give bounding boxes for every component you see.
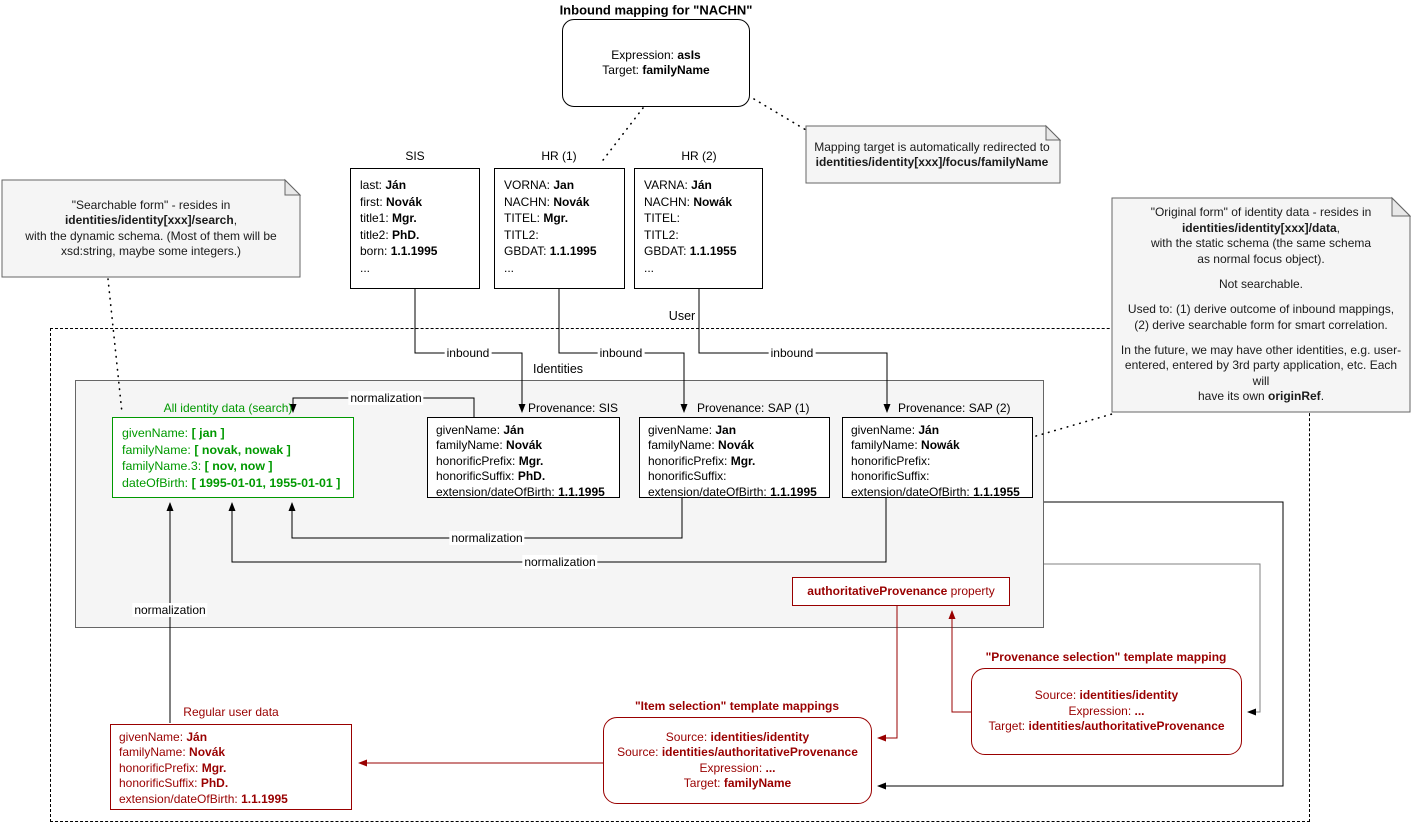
source-title-sis: SIS bbox=[405, 149, 425, 163]
authoritative-provenance-box: authoritativeProvenance property bbox=[792, 577, 1010, 606]
edge-label-normalization: normalization bbox=[134, 603, 206, 617]
regular-user-box bbox=[110, 724, 352, 810]
field-row: extension/dateOfBirth: 1.1.1995 bbox=[436, 484, 605, 499]
mapping-row: Target: familyName bbox=[683, 776, 792, 790]
field-row: born: 1.1.1995 bbox=[360, 244, 438, 258]
mapping-row: Expression: ... bbox=[1068, 703, 1145, 718]
edge-label-inbound: inbound bbox=[770, 346, 814, 360]
field-row: honorificSuffix: bbox=[851, 469, 930, 484]
mapping-row: Source: identities/identity bbox=[665, 729, 810, 744]
field-row: familyName: Nowák bbox=[851, 438, 960, 453]
mapping-expression-row: Expression: asIs bbox=[611, 47, 701, 62]
field-row: ... bbox=[504, 260, 515, 275]
edge-label-normalization: normalization bbox=[350, 391, 422, 405]
field-row: extension/dateOfBirth: 1.1.1995 bbox=[119, 791, 288, 806]
field-row: NACHN: Nowák bbox=[644, 194, 733, 209]
identities-group-label: Identities bbox=[532, 362, 584, 376]
inbound-mapping-box bbox=[562, 19, 750, 107]
edge-label-inbound: inbound bbox=[599, 346, 643, 360]
field-row: TITL2: bbox=[644, 227, 679, 242]
search-data-box bbox=[112, 417, 354, 498]
edge-label-inbound: inbound bbox=[446, 346, 490, 360]
mapping-row: Source: identities/authoritativeProvenance bbox=[617, 745, 858, 759]
field-row: familyName.3: [ nov, now ] bbox=[122, 459, 273, 473]
field-row: GBDAT: 1.1.1955 bbox=[644, 244, 737, 258]
field-row: ... bbox=[644, 260, 655, 275]
source-box-hr2 bbox=[634, 168, 763, 289]
source-box-hr1 bbox=[494, 168, 625, 289]
mapping-row: Source: identities/identity bbox=[1034, 688, 1179, 703]
field-row: honorificPrefix: bbox=[851, 453, 931, 468]
prov-selection-title: "Provenance selection" template mapping bbox=[985, 650, 1227, 664]
search-box-title: All identity data (search) bbox=[163, 401, 293, 415]
field-row: givenName: Ján bbox=[119, 730, 208, 744]
field-row: givenName: [ jan ] bbox=[122, 426, 225, 440]
field-row: extension/dateOfBirth: 1.1.1955 bbox=[851, 484, 1020, 499]
field-row: honorificSuffix: PhD. bbox=[119, 776, 229, 791]
user-group-label: User bbox=[668, 309, 696, 323]
field-row: first: Novák bbox=[360, 194, 423, 209]
provenance-box-sap2 bbox=[842, 417, 1033, 498]
field-row: familyName: Novák bbox=[648, 438, 755, 453]
prov-selection-box bbox=[971, 668, 1242, 755]
provenance-box-sis bbox=[427, 417, 620, 498]
field-row: givenName: Ján bbox=[851, 423, 940, 437]
field-row: TITEL: Mgr. bbox=[504, 211, 569, 225]
field-row: TITL2: bbox=[504, 227, 539, 242]
field-row: familyName: [ novak, nowak ] bbox=[122, 442, 291, 457]
field-row: ... bbox=[360, 260, 371, 275]
provenance-title-sap2: Provenance: SAP (2) bbox=[898, 401, 1011, 415]
note-original-form: "Original form" of identity data - resides in identities/identity[xxx]/data, with the static schema (the same schema as normal focus object). Not searchable. Used to: (1) derive outcome of inbound mappings, (2) derive searchable form for smart correlation. In the future, we may have other identities, e.g. user- entered, entered by 3rd party application, etc. Each will have its own originRef. bbox=[1120, 205, 1402, 404]
field-row: dateOfBirth: [ 1995-01-01, 1955-01-01 ] bbox=[122, 475, 341, 490]
field-row: honorificPrefix: Mgr. bbox=[648, 453, 756, 468]
source-box-sis bbox=[350, 168, 480, 289]
note-mapping-redirect: Mapping target is automatically redirected to identities/identity[xxx]/focus/familyName bbox=[814, 139, 1050, 169]
provenance-box-sap1 bbox=[639, 417, 830, 498]
field-row: givenName: Jan bbox=[648, 423, 737, 437]
field-row: GBDAT: 1.1.1995 bbox=[504, 244, 597, 258]
note-searchable-form: "Searchable form" - resides in identities/identity[xxx]/search, with the dynamic schema. (Most of them will be xsd:string, maybe some integers.) bbox=[25, 197, 277, 258]
field-row: TITEL: bbox=[644, 211, 681, 225]
inbound-mapping-title: Inbound mapping for "NACHN" bbox=[559, 2, 753, 18]
field-row: extension/dateOfBirth: 1.1.1995 bbox=[648, 484, 817, 499]
field-row: familyName: Novák bbox=[119, 745, 226, 760]
mapping-target-row: Target: familyName bbox=[602, 63, 710, 77]
edge-label-normalization: normalization bbox=[451, 531, 523, 545]
mapping-row: Expression: ... bbox=[699, 760, 776, 775]
field-row: honorificSuffix: bbox=[648, 469, 727, 484]
field-row: familyName: Novák bbox=[436, 438, 543, 453]
field-row: VORNA: Jan bbox=[504, 178, 575, 192]
item-selection-box bbox=[603, 717, 872, 804]
source-title-hr1: HR (1) bbox=[541, 149, 577, 163]
regular-user-title: Regular user data bbox=[183, 705, 279, 719]
field-row: title1: Mgr. bbox=[360, 211, 417, 225]
provenance-title-sis: Provenance: SIS bbox=[528, 401, 619, 415]
field-row: last: Ján bbox=[360, 178, 407, 192]
field-row: honorificSuffix: PhD. bbox=[436, 469, 546, 484]
edge-label-normalization: normalization bbox=[524, 555, 596, 569]
item-selection-title: "Item selection" template mappings bbox=[634, 699, 840, 713]
field-row: honorificPrefix: Mgr. bbox=[436, 453, 544, 468]
field-row: VARNA: Ján bbox=[644, 178, 712, 192]
field-row: NACHN: Novák bbox=[504, 194, 590, 209]
source-title-hr2: HR (2) bbox=[681, 149, 717, 163]
provenance-title-sap1: Provenance: SAP (1) bbox=[697, 401, 810, 415]
field-row: givenName: Ján bbox=[436, 423, 525, 437]
field-row: title2: PhD. bbox=[360, 227, 420, 242]
field-row: honorificPrefix: Mgr. bbox=[119, 760, 227, 775]
mapping-row: Target: identities/authoritativeProvenance bbox=[988, 719, 1225, 734]
